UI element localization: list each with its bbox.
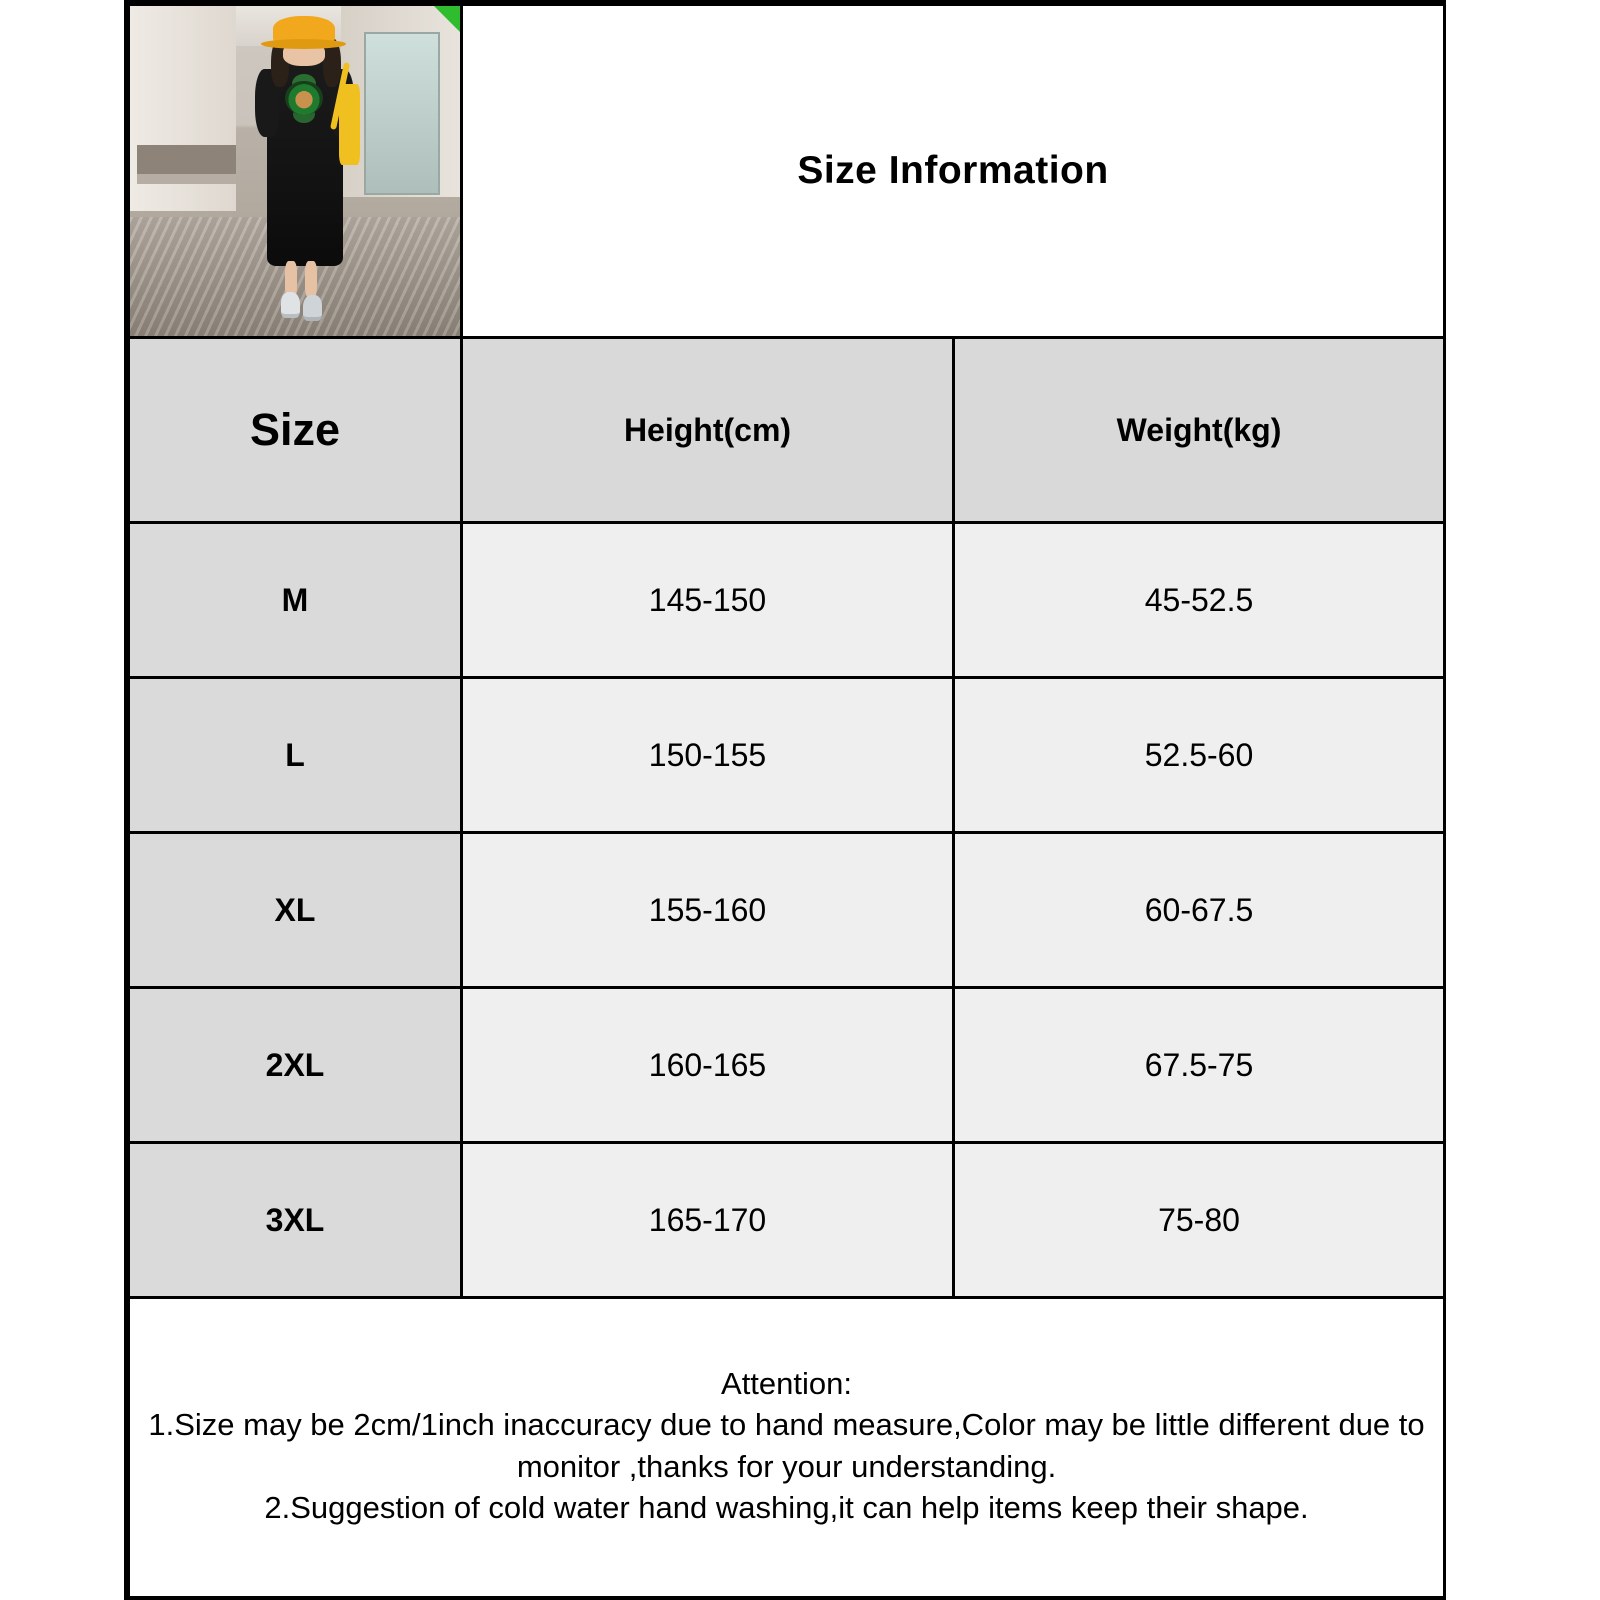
cell-height: 145-150 — [462, 523, 954, 678]
table-row — [129, 988, 1445, 1143]
column-header-weight: Weight(kg) — [954, 338, 1445, 523]
photo-leg-right — [305, 261, 317, 298]
cell-size: M — [129, 523, 462, 678]
cell-weight: 60-67.5 — [954, 833, 1445, 988]
table-row — [129, 833, 1445, 988]
photo-shoe-right — [303, 295, 322, 321]
size-chart-container — [124, 0, 1446, 1600]
attention-row — [129, 1298, 1445, 1598]
cell-height: 155-160 — [462, 833, 954, 988]
cell-size: L — [129, 678, 462, 833]
cell-size: XL — [129, 833, 462, 988]
cell-height: 150-155 — [462, 678, 954, 833]
attention-heading: Attention: — [721, 1366, 852, 1402]
table-row — [129, 678, 1445, 833]
photo-graphic-print — [285, 81, 323, 115]
size-information-table — [127, 3, 1446, 1599]
cell-weight: 45-52.5 — [954, 523, 1445, 678]
cell-height: 160-165 — [462, 988, 954, 1143]
photo-shoe-left — [281, 292, 300, 318]
photo-glass-door — [364, 32, 441, 194]
cell-weight: 75-80 — [954, 1143, 1445, 1298]
photo-counter — [137, 145, 236, 175]
attention-block — [129, 1298, 1445, 1598]
cell-weight: 52.5-60 — [954, 678, 1445, 833]
product-photo — [130, 6, 460, 336]
cell-weight: 67.5-75 — [954, 988, 1445, 1143]
column-header-size: Size — [129, 338, 462, 523]
photo-cap-brim — [261, 39, 346, 49]
column-header-height: Height(cm) — [462, 338, 954, 523]
table-row — [129, 1143, 1445, 1298]
cell-size: 3XL — [129, 1143, 462, 1298]
product-photo-cell — [129, 5, 462, 338]
cell-size: 2XL — [129, 988, 462, 1143]
title-row — [129, 5, 1445, 338]
photo-yellow-bag — [339, 84, 361, 165]
photo-model — [255, 16, 354, 326]
column-header-row — [129, 338, 1445, 523]
attention-note-1: 1.Size may be 2cm/1inch inaccuracy due to hand measure,Color may be little different due to monitor ,thanks for your understanding. — [148, 1407, 1425, 1484]
cell-height: 165-170 — [462, 1143, 954, 1298]
table-row — [129, 523, 1445, 678]
photo-wall-left — [130, 6, 236, 211]
attention-note-2: 2.Suggestion of cold water hand washing,it can help items keep their shape. — [264, 1489, 1309, 1525]
page-title: Size Information — [462, 5, 1445, 338]
green-corner-marker — [434, 6, 460, 32]
